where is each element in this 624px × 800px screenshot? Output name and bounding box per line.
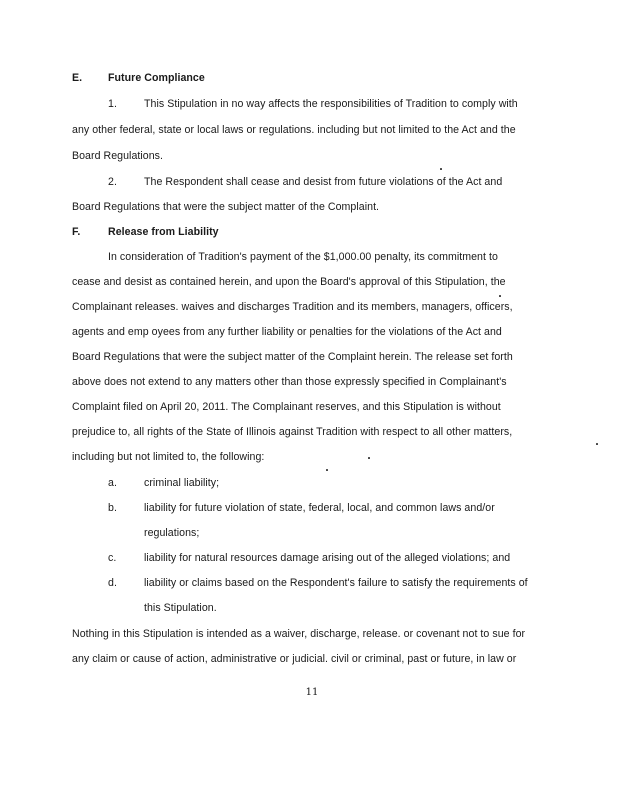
release-line-9: including but not limited to, the following: <box>72 451 265 463</box>
paragraph-2-number: 2. <box>108 176 117 188</box>
scan-speck <box>326 469 328 471</box>
closing-line-2: any claim or cause of action, administrative or judicial. civil or criminal, past or future, in law or <box>72 653 517 665</box>
section-e-letter: E. <box>72 72 83 84</box>
paragraph-2-line-2: Board Regulations that were the subject matter of the Complaint. <box>72 201 380 213</box>
release-line-2: cease and desist as contained herein, and upon the Board's approval of this Stipulation, the <box>72 276 506 288</box>
list-item-b-text-2: regulations; <box>144 527 200 539</box>
section-e-title: Future Compliance <box>108 72 205 84</box>
list-item-a-text: criminal liability; <box>144 477 220 489</box>
list-item-d-text-1: liability or claims based on the Respondent's failure to satisfy the requirements of <box>144 577 528 589</box>
paragraph-1-line-3: Board Regulations. <box>72 150 164 162</box>
list-item-d-letter: d. <box>108 577 117 589</box>
list-item-c-letter: c. <box>108 552 117 564</box>
list-item-a-letter: a. <box>108 477 117 489</box>
paragraph-1-number: 1. <box>108 98 117 110</box>
paragraph-2-line-1: The Respondent shall cease and desist from future violations of the Act and <box>144 176 503 188</box>
release-line-3: Complainant releases. waives and discharges Tradition and its members, managers, officers, <box>72 301 513 313</box>
list-item-b-letter: b. <box>108 502 117 514</box>
section-f-title: Release from Liability <box>108 226 219 238</box>
paragraph-1-line-2: any other federal, state or local laws or regulations. including but not limited to the Act and the <box>72 124 516 136</box>
list-item-c-text: liability for natural resources damage arising out of the alleged violations; and <box>144 552 511 564</box>
scan-speck <box>499 295 501 297</box>
release-line-8: prejudice to, all rights of the State of Illinois against Tradition with respect to all other matters, <box>72 426 513 438</box>
release-line-1: In consideration of Tradition's payment of the $1,000.00 penalty, its commitment to <box>108 251 498 263</box>
paragraph-1-line-1: This Stipulation in no way affects the responsibilities of Tradition to comply with <box>144 98 518 110</box>
list-item-b-text-1: liability for future violation of state, federal, local, and common laws and/or <box>144 502 495 514</box>
release-line-4: agents and emp oyees from any further liability or penalties for the violations of the Act and <box>72 326 502 338</box>
release-line-7: Complaint filed on April 20, 2011. The Complainant reserves, and this Stipulation is without <box>72 401 501 413</box>
closing-line-1: Nothing in this Stipulation is intended as a waiver, discharge, release. or covenant not to sue for <box>72 628 526 640</box>
section-f-letter: F. <box>72 226 81 238</box>
release-line-6: above does not extend to any matters other than those expressly specified in Complainant's <box>72 376 507 388</box>
scan-speck <box>440 168 442 170</box>
scan-speck <box>596 443 598 445</box>
list-item-d-text-2: this Stipulation. <box>144 602 217 614</box>
page-number: 11 <box>305 687 319 698</box>
scan-speck <box>368 457 370 459</box>
release-line-5: Board Regulations that were the subject matter of the Complaint herein. The release set forth <box>72 351 513 363</box>
